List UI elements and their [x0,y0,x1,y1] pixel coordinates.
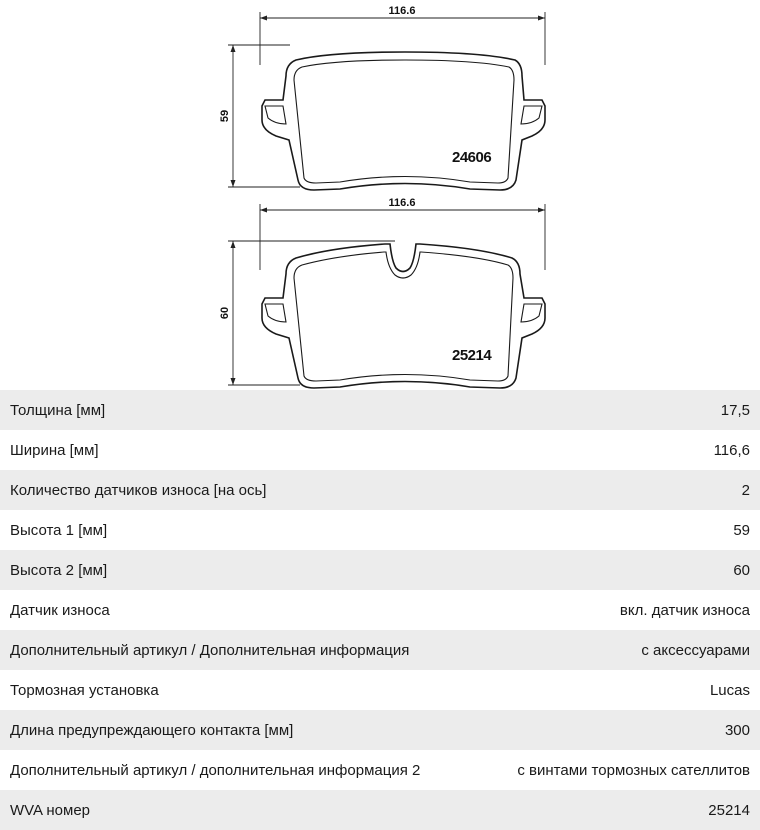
brake-pad-1-drawing [219,5,545,190]
spec-row-width [0,430,760,470]
spec-value: Lucas [479,670,760,710]
spec-value: 2 [479,470,760,510]
spec-label: Дополнительный артикул / дополнительная информация 2 [0,750,479,790]
spec-label: Количество датчиков износа [на ось] [0,470,479,510]
spec-value: 116,6 [479,430,760,470]
spec-value: 59 [479,510,760,550]
spec-row-brake-system [0,670,760,710]
pad-2-height-dimension: 60 [219,306,231,320]
spec-label: Тормозная установка [0,670,479,710]
pad-1-outline [262,52,545,190]
spec-value: с винтами тормозных сателлитов [479,750,760,790]
spec-row-thickness [0,390,760,430]
spec-row-height-1 [0,510,760,550]
spec-label: Толщина [мм] [0,390,479,430]
spec-row-height-2 [0,550,760,590]
pad-1-width-dimension: 116.6 [388,5,416,17]
specifications-table [0,390,760,830]
spec-row-additional-info-2 [0,750,760,790]
pad-2-part-number: 25214 [452,347,492,364]
spec-label: Ширина [мм] [0,430,479,470]
spec-value: вкл. датчик износа [479,590,760,630]
pad-1-height-dimension: 59 [219,109,231,123]
spec-row-wva-number [0,790,760,830]
spec-label: WVA номер [0,790,479,830]
pad-2-outline [262,244,545,388]
spec-row-additional-info [0,630,760,670]
spec-row-warning-contact-length [0,710,760,750]
spec-value: 300 [479,710,760,750]
pad-1-part-number: 24606 [452,149,492,166]
spec-row-wear-sensor-count [0,470,760,510]
spec-value: 25214 [479,790,760,830]
spec-value: 17,5 [479,390,760,430]
spec-label: Высота 1 [мм] [0,510,479,550]
brake-pad-technical-drawing [0,0,760,390]
pad-2-width-dimension: 116.6 [388,197,416,209]
spec-value: с аксессуарами [479,630,760,670]
spec-label: Длина предупреждающего контакта [мм] [0,710,479,750]
spec-value: 60 [479,550,760,590]
spec-row-wear-sensor [0,590,760,630]
spec-label: Высота 2 [мм] [0,550,479,590]
brake-pad-2-drawing [219,197,545,388]
spec-label: Датчик износа [0,590,479,630]
spec-label: Дополнительный артикул / Дополнительная информация [0,630,479,670]
